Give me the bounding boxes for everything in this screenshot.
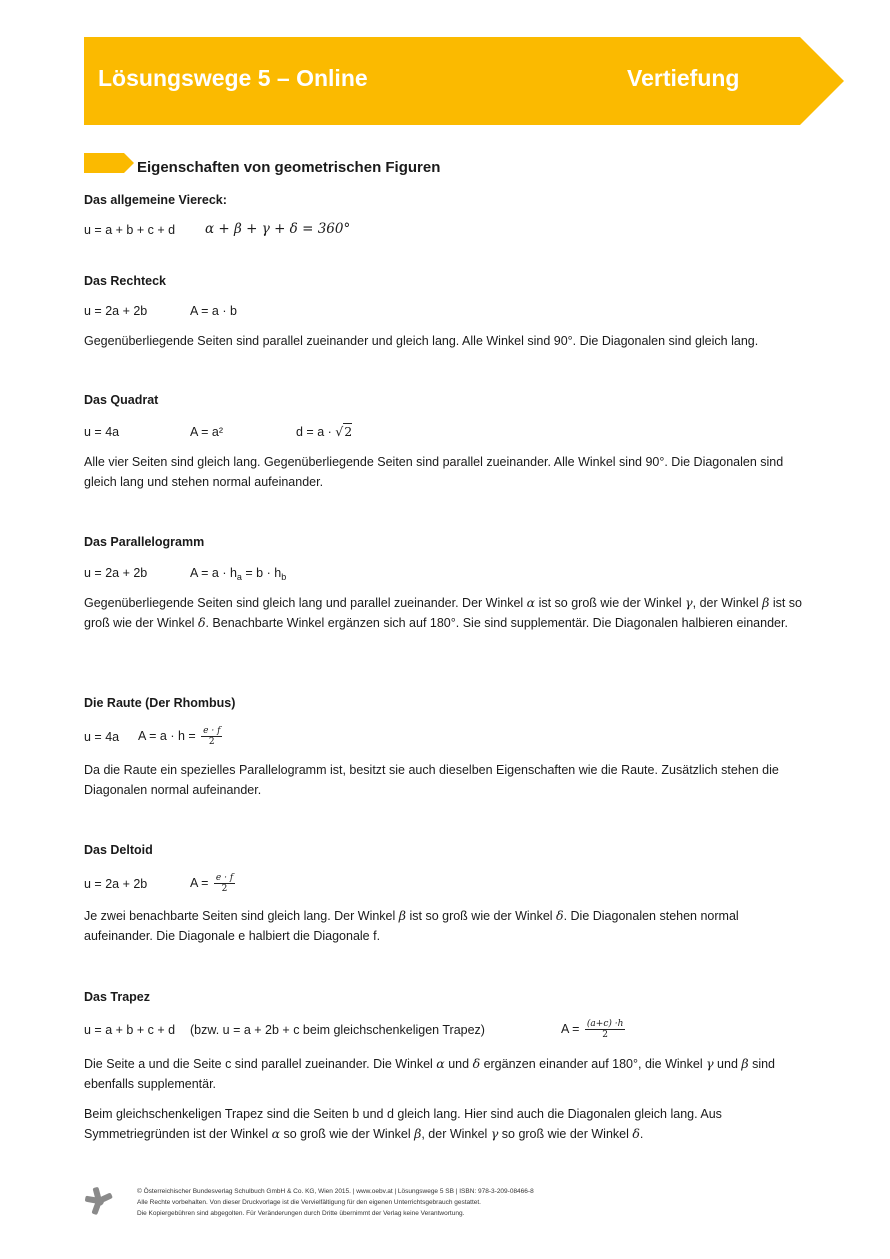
footer-line-1: © Österreichischer Bundesverlag Schulbuch GmbH & Co. KG, Wien 2015. | www.oebv.at | Lösungswege 5 SB | ISBN: 978-3-209-08466-8: [137, 1188, 534, 1195]
raute-perimeter: u = 4a: [84, 730, 120, 744]
parallelogramm-area: $A = a \cdot h_a = b \cdot h_b$: [190, 566, 287, 582]
fraction: $\frac{(a+c) \cdot h}{2}$: [586, 1019, 624, 1041]
quadrat-diagonal: d = a · √2: [296, 424, 353, 439]
banner-label: Vertiefung: [627, 65, 740, 91]
trapez-perimeter-note: (bzw. u = a + 2b + c beim gleichschenkeligen Trapez): [190, 1023, 485, 1037]
heading-parallelogramm: Das Parallelogramm: [84, 535, 205, 549]
rechteck-text: Gegenüberliegende Seiten sind parallel zueinander und gleich lang. Alle Winkel sind 90°. Die Diagonalen sind gleich lang.: [84, 334, 759, 348]
viereck-angle-sum: α + β + γ + δ = 360°: [205, 221, 351, 237]
heading-deltoid: Das Deltoid: [84, 843, 153, 857]
heading-viereck: Das allgemeine Viereck:: [84, 193, 227, 207]
deltoid-perimeter: u = 2a + 2b: [84, 877, 148, 891]
footer-copyright: [137, 1186, 534, 1219]
trapez-text-2: Beim gleichschenkeligen Trapez sind die Seiten b und d gleich lang. Hier sind auch die Diagonalen gleich lang. Aus Symmetriegründen ist der Winkel α so groß wie der Winkel β, der Winkel γ so groß wie der Winkel δ.: [84, 1107, 722, 1141]
viereck-perimeter: u = a + b + c + d: [84, 223, 176, 237]
deltoid-area: A = $\frac{e \cdot f}{2}$: [190, 873, 234, 895]
raute-text: Da die Raute ein spezielles Parallelogramm ist, besitzt sie auch dieselben Eigenschaften wie die Raute. Zusätzlich stehen die Diagonalen normal aufeinander.: [84, 763, 779, 797]
heading-rechteck: Das Rechteck: [84, 274, 166, 288]
fraction: $\frac{e \cdot f}{2}$: [215, 873, 234, 895]
parallelogramm-perimeter: u = 2a + 2b: [84, 566, 148, 580]
quadrat-perimeter: u = 4a: [84, 425, 120, 439]
footer-line-2: Alle Rechte vorbehalten. Von dieser Druckvorlage ist die Vervielfältigung für den eigenen Unterrichtsgebrauch gestattet.: [137, 1199, 481, 1206]
footer-line-3: Die Kopiergebühren sind abgegolten. Für Veränderungen durch Dritte übernimmt der Verlag keine Verantwortung.: [137, 1210, 465, 1217]
heading-raute: Die Raute (Der Rhombus): [84, 696, 236, 710]
rechteck-perimeter: u = 2a + 2b: [84, 304, 148, 318]
quadrat-text: Alle vier Seiten sind gleich lang. Gegenüberliegende Seiten sind parallel zueinander. Alle Winkel sind 90°. Die Diagonalen sind gleich lang und stehen normal aufeinander.: [84, 455, 784, 489]
fraction: $\frac{e \cdot f}{2}$: [203, 726, 221, 748]
raute-area: A = a · h = $\frac{e \cdot f}{2}$: [138, 726, 221, 748]
quadrat-area: A = a²: [190, 425, 224, 439]
trapez-perimeter: u = a + b + c + d: [84, 1023, 176, 1037]
publisher-logo-icon: [84, 1186, 114, 1216]
trapez-area: A = $\frac{(a+c) \cdot h}{2}$: [561, 1019, 624, 1041]
header-banner: [84, 37, 844, 125]
heading-trapez: Das Trapez: [84, 990, 151, 1004]
deltoid-text: Je zwei benachbarte Seiten sind gleich lang. Der Winkel β ist so groß wie der Winkel δ. Die Diagonalen stehen normal aufeinander. Die Diagonale e halbiert die Diagonale f.: [84, 908, 739, 943]
heading-quadrat: Das Quadrat: [84, 393, 159, 407]
sqrt-symbol: √2: [335, 424, 353, 439]
rechteck-area: A = a · b: [190, 304, 237, 318]
section-arrow-icon: [84, 153, 136, 173]
banner-title: Lösungswege 5 – Online: [98, 65, 368, 91]
trapez-text-1: Die Seite a und die Seite c sind parallel zueinander. Die Winkel α und δ ergänzen einander auf 180°, die Winkel γ und β sind ebenfalls supplementär.: [84, 1056, 776, 1091]
parallelogramm-text: Gegenüberliegende Seiten sind gleich lang und parallel zueinander. Der Winkel α ist so groß wie der Winkel γ, der Winkel β ist so groß wie der Winkel δ. Benachbarte Winkel ergänzen sich auf 180°. Sie sind supplementär. Die Diagonalen halbieren einander.: [84, 595, 802, 630]
section-title: Eigenschaften von geometrischen Figuren: [137, 159, 441, 176]
